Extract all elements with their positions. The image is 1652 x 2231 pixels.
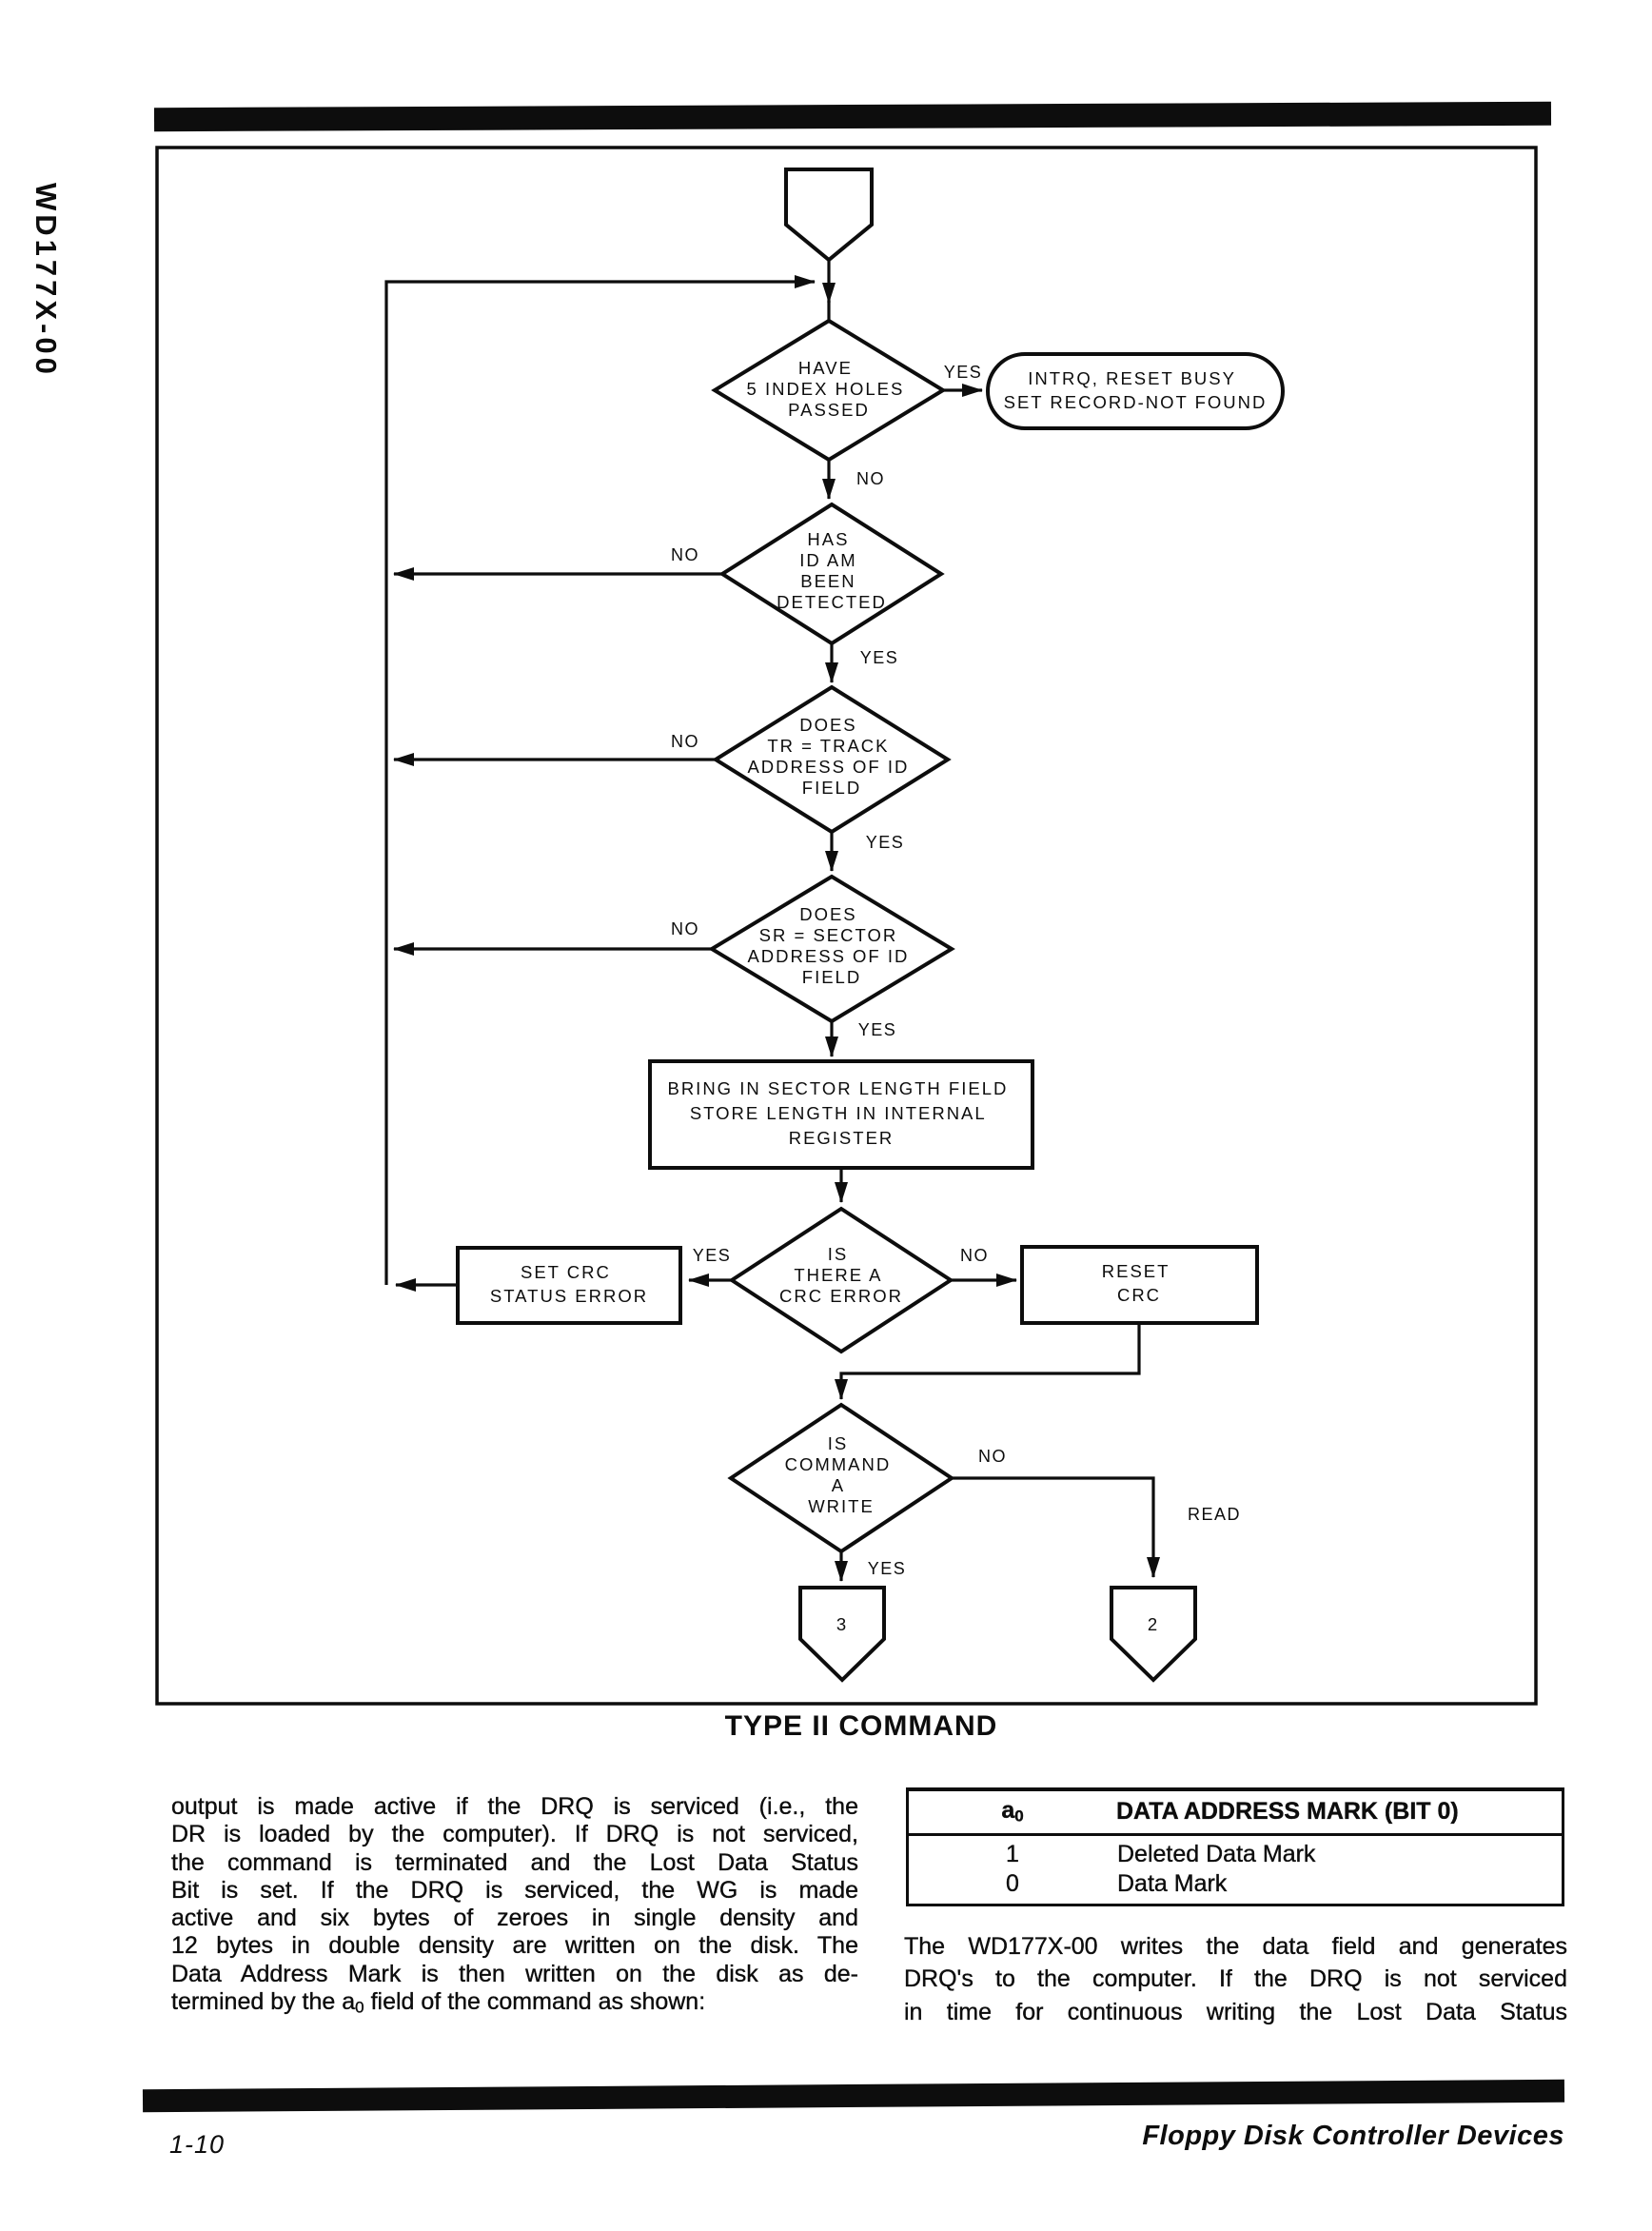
body-line: DRQ's to the computer. If the DRQ is not serviced: [904, 1965, 1567, 1993]
label-yes-sector: YES: [857, 1020, 897, 1039]
text-line: TR = TRACK: [767, 736, 890, 756]
body-line: Bit is set. If the DRQ is serviced, the WG is made: [171, 1876, 858, 1904]
label-yes-write: YES: [867, 1559, 907, 1578]
body-line: DR is loaded by the computer). If DRQ is not serviced,: [171, 1821, 858, 1848]
table-body: [908, 1834, 1564, 1905]
text-line: 5 INDEX HOLES: [746, 379, 905, 399]
text-line: DETECTED: [777, 592, 887, 612]
text-line: BRING IN SECTOR LENGTH FIELD: [667, 1078, 1009, 1098]
start-connector: [786, 169, 872, 260]
text-line: IS: [827, 1244, 849, 1264]
label-no-index: NO: [856, 469, 885, 488]
text-line: IS: [827, 1433, 849, 1453]
label-no-write: NO: [978, 1447, 1007, 1466]
text-line: HAS: [807, 529, 850, 549]
text-line: STATUS ERROR: [489, 1286, 649, 1306]
text-line: A: [831, 1475, 845, 1495]
text-line: CRC ERROR: [778, 1286, 904, 1306]
label-no-track: NO: [671, 732, 699, 751]
text-line: CRC: [1116, 1285, 1162, 1305]
left-text-column: [171, 1793, 858, 2022]
body-line-with-subscript: [171, 1988, 858, 2022]
table-header-row: [908, 1789, 1564, 1834]
figure-caption: TYPE II COMMAND: [724, 1710, 998, 1742]
text-line: ADDRESS OF ID: [747, 946, 910, 966]
text-line: THERE A: [794, 1265, 882, 1285]
text-line: REGISTER: [788, 1128, 895, 1148]
body-line: in time for continuous writing the Lost Data Status: [904, 1998, 1567, 2025]
text-line: FIELD: [801, 778, 862, 798]
body-line: the command is terminated and the Lost Data Status: [171, 1848, 858, 1876]
data-address-mark-table: [906, 1787, 1564, 1906]
subscript-zero: 0: [355, 1998, 364, 2017]
text-line: WRITE: [808, 1496, 875, 1516]
label-no-crc: NO: [960, 1246, 989, 1265]
label-read: READ: [1187, 1505, 1242, 1524]
cell-mark-type: Data Mark: [1117, 1869, 1228, 1897]
body-line-part: field of the command as shown:: [364, 1988, 706, 2016]
body-line: The WD177X-00 writes the data field and generates: [904, 1933, 1567, 1960]
text-line: HAVE: [797, 358, 853, 378]
text-line: PASSED: [788, 400, 870, 420]
body-line: output is made active if the DRQ is serviced (i.e., the: [171, 1793, 858, 1820]
connector-2-label: 2: [1147, 1614, 1160, 1634]
label-yes-idam: YES: [859, 648, 899, 667]
body-line-part: termined by the a: [171, 1988, 356, 2016]
text-line: RESET: [1101, 1261, 1170, 1281]
table-row: [908, 1834, 1564, 1869]
text-line: ID AM: [799, 550, 857, 570]
body-line: active and six bytes of zeroes in single density and: [171, 1905, 858, 1932]
text-line: DOES: [799, 904, 857, 924]
table-header: [908, 1789, 1564, 1834]
connector-3-label: 3: [836, 1614, 849, 1634]
right-text-column: [904, 1930, 1567, 2028]
label-yes-index: YES: [943, 363, 983, 382]
text-line: DOES: [799, 715, 857, 735]
text-line: SR = SECTOR: [758, 925, 898, 945]
label-no-idam: NO: [671, 545, 699, 564]
text-line: ADDRESS OF ID: [747, 757, 910, 777]
header-data-address-mark: DATA ADDRESS MARK (BIT 0): [1116, 1797, 1459, 1825]
page-number: 1-10: [169, 2130, 226, 2159]
terminal-intrq-record-not-found: [988, 354, 1283, 428]
edge-resetcrc-route: [841, 1323, 1139, 1399]
text-line: SET RECORD-NOT FOUND: [1003, 392, 1268, 412]
body-line: 12 bytes in double density are written on the disk. The: [171, 1932, 858, 1960]
text-line: COMMAND: [784, 1454, 892, 1474]
header-a0-base: a: [1001, 1797, 1015, 1824]
label-no-sector: NO: [671, 919, 699, 938]
header-a0-sub: 0: [1014, 1807, 1024, 1826]
footer-section-title: Floppy Disk Controller Devices: [1142, 2121, 1564, 2151]
label-yes-crc: YES: [692, 1246, 732, 1265]
text-line: STORE LENGTH IN INTERNAL: [689, 1103, 987, 1123]
cell-a0-value: 0: [1006, 1869, 1019, 1897]
label-yes-track: YES: [865, 833, 905, 852]
text-line: FIELD: [801, 967, 862, 987]
edge-write-no-read: [949, 1478, 1153, 1577]
table-row: [908, 1869, 1564, 1905]
text-line: SET CRC: [520, 1262, 611, 1282]
side-margin-part-number: WD177X-00: [30, 183, 63, 378]
text-line: BEEN: [800, 571, 856, 591]
cell-mark-type: Deleted Data Mark: [1117, 1840, 1316, 1867]
header-a0: [908, 1789, 1117, 1834]
text-line: INTRQ, RESET BUSY: [1028, 368, 1236, 388]
cell-a0-value: 1: [1006, 1840, 1019, 1867]
body-line: Data Address Mark is then written on the disk as de-: [171, 1960, 858, 1987]
